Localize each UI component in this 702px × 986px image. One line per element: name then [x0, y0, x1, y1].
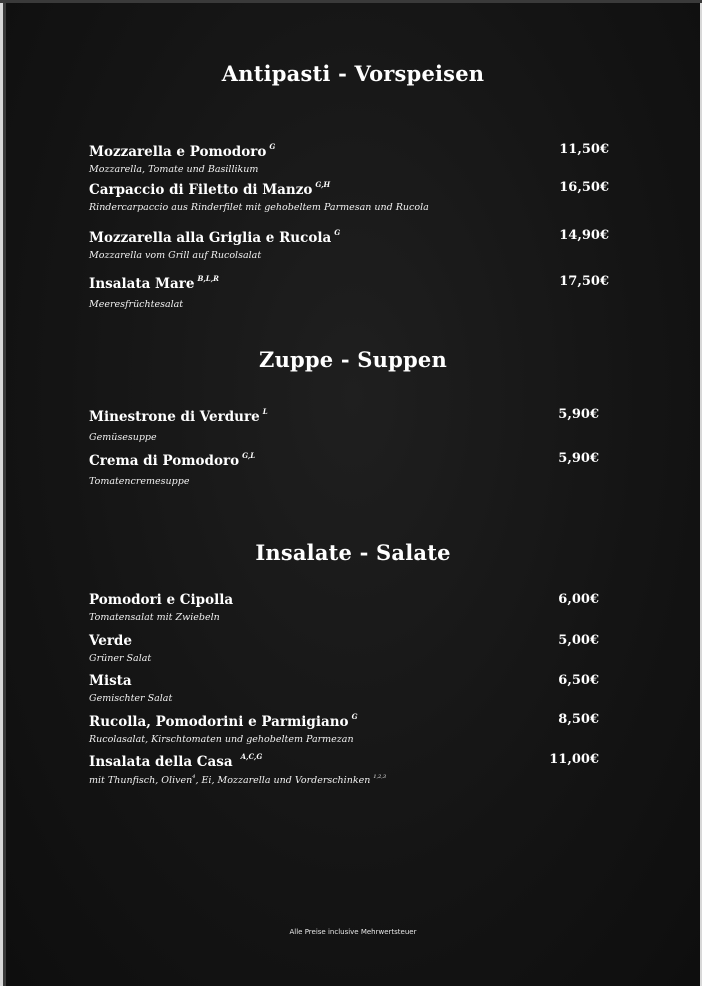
section-title-zuppe: Zuppe - Suppen	[259, 347, 447, 372]
menu-item	[89, 142, 609, 175]
allergen-codes: G	[334, 228, 341, 237]
item-description: Tomatencremesuppe	[89, 476, 190, 487]
item-price: 14,90€	[559, 228, 609, 243]
item-price: 17,50€	[559, 274, 609, 289]
additive-codes: 1,2,3	[373, 774, 387, 780]
menu-item	[89, 592, 609, 623]
menu-item	[89, 752, 609, 786]
item-name: Mozzarella e Pomodoro $^G$	[89, 142, 276, 160]
item-price: 6,50€	[558, 673, 599, 688]
item-price: 8,50€	[558, 712, 599, 727]
allergen-codes: L	[262, 407, 268, 416]
item-name: Pomodori e Cipolla	[89, 592, 234, 608]
allergen-codes: G,H	[315, 180, 331, 189]
item-description: Mozzarella vom Grill auf Rucolsalat	[89, 250, 262, 261]
allergen-codes: A,C,G	[240, 752, 263, 761]
item-name: Minestrone di Verdure $^L$	[89, 407, 268, 425]
item-name: Crema di Pomodoro $^{G,L}$	[89, 451, 256, 469]
item-description: Grüner Salat	[89, 653, 152, 664]
menu-item	[89, 712, 609, 745]
item-price: 5,00€	[558, 633, 599, 648]
section-title-insalate: Insalate - Salate	[255, 540, 451, 565]
menu-item	[89, 451, 609, 487]
item-name: Insalata Mare $^{B,L,R}$	[89, 274, 219, 292]
item-description: Rindercarpaccio aus Rinderfilet mit gehobeltem Parmesan und Rucola	[89, 202, 429, 213]
menu-item	[89, 228, 609, 261]
item-description: Gemischter Salat	[89, 693, 173, 704]
item-price: 5,90€	[558, 451, 599, 466]
item-description: Rucolasalat, Kirschtomaten und gehobeltem Parmezan	[89, 734, 354, 745]
menu-item	[89, 180, 609, 213]
item-price: 5,90€	[558, 407, 599, 422]
item-name: Carpaccio di Filetto di Manzo $^{G,H}$	[89, 180, 331, 198]
item-description: Tomatensalat mit Zwiebeln	[89, 612, 220, 623]
price-footnote: Alle Preise inclusive Mehrwertsteuer	[289, 928, 417, 936]
item-name: Insalata della Casa $^{A,C,G}$	[89, 752, 263, 770]
menu-page	[6, 3, 700, 986]
allergen-codes: G	[351, 712, 358, 721]
section-title-antipasti: Antipasti - Vorspeisen	[221, 61, 485, 86]
item-description: Gemüsesuppe	[89, 432, 157, 443]
additive-codes: 4	[192, 774, 196, 780]
item-price: 16,50€	[559, 180, 609, 195]
item-description: Meeresfrüchtesalat	[89, 299, 184, 310]
item-name: Mista	[89, 673, 132, 689]
item-description: Mozzarella, Tomate und Basillikum	[89, 164, 259, 175]
item-price: 6,00€	[558, 592, 599, 607]
allergen-codes: B,L,R	[197, 274, 219, 283]
menu-item	[89, 274, 609, 310]
item-price: 11,00€	[549, 752, 599, 767]
item-description: mit Thunfisch, Oliven$^4$, Ei, Mozzarella und Vorderschinken $^{1,2,3}$	[89, 774, 387, 786]
allergen-codes: G	[269, 142, 276, 151]
item-name: Rucolla, Pomodorini e Parmigiano $^G$	[89, 712, 358, 730]
item-name: Mozzarella alla Griglia e Rucola $^G$	[89, 228, 341, 246]
menu-item	[89, 673, 609, 704]
menu-item	[89, 407, 609, 443]
item-name: Verde	[89, 633, 132, 649]
item-price: 11,50€	[559, 142, 609, 157]
menu-item	[89, 633, 609, 664]
allergen-codes: G,L	[242, 451, 256, 460]
